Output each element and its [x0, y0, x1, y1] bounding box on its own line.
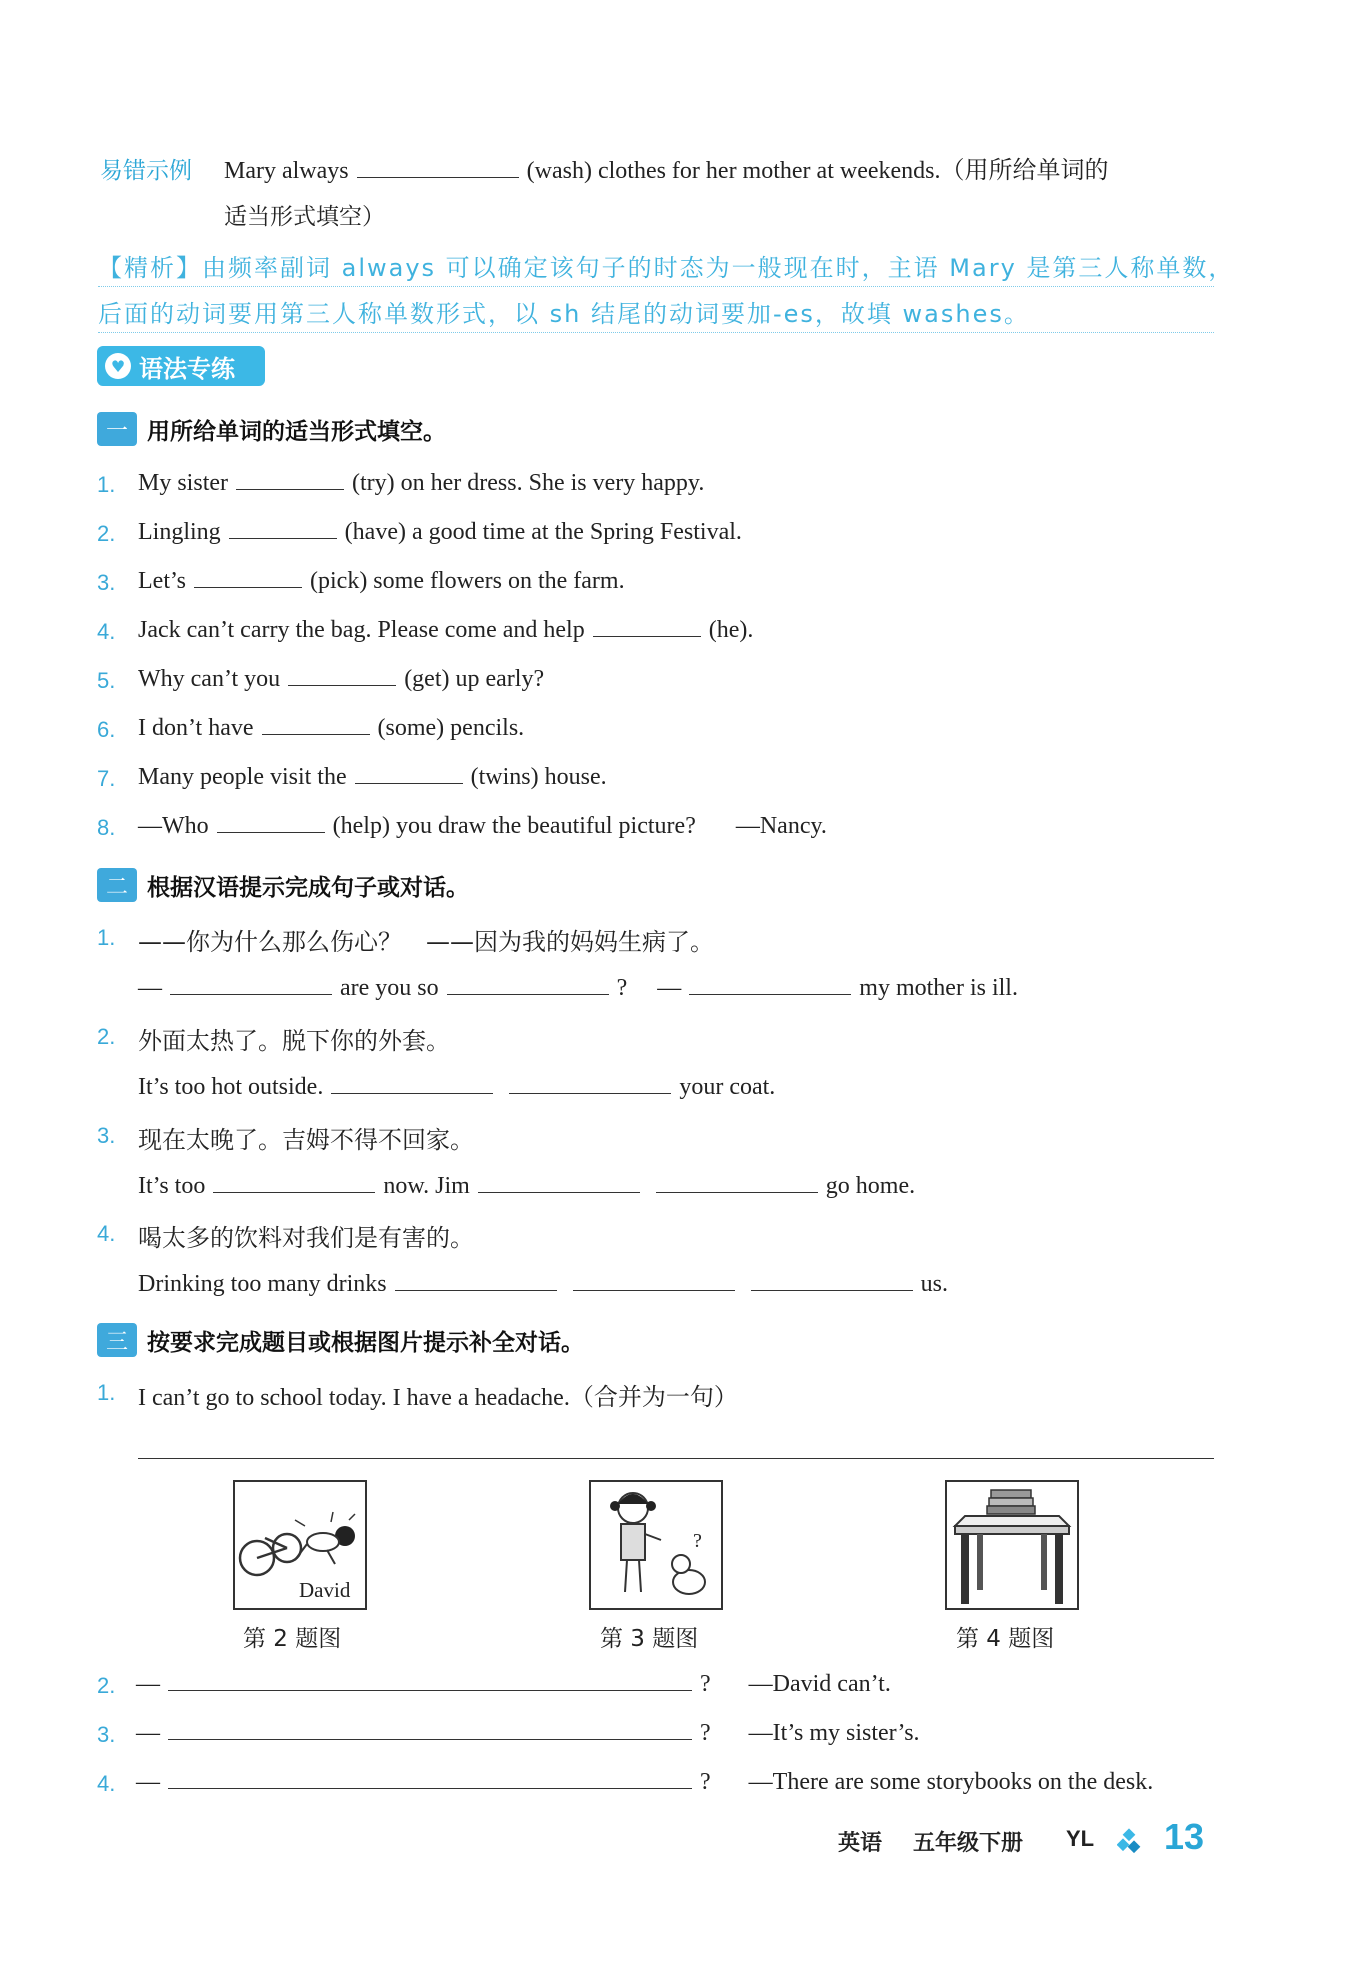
s1-item-after: (try) on her dress. She is very happy. [352, 470, 705, 496]
text: It’s too [138, 1173, 206, 1199]
text: Drinking too many drinks [138, 1271, 387, 1297]
dash: — [136, 1769, 160, 1795]
s3-dialog-reply: —David can’t. [748, 1671, 891, 1697]
s1-item-number: 4. [97, 619, 116, 644]
page-number: 13 [1164, 1816, 1205, 1857]
s3-dialog-number: 4. [97, 1771, 116, 1796]
s2-item1-english [138, 974, 1018, 1002]
answer-blank[interactable] [288, 665, 396, 686]
grammar-tag-label: 语法专练 [139, 354, 235, 383]
analysis-line2: 后面的动词要用第三人称单数形式，以 sh 结尾的动词要加-es，故填 washes。 [98, 300, 1030, 328]
section2-number: 二 [97, 868, 137, 902]
picture-caption-3: 第 3 题图 [600, 1626, 699, 1652]
s1-item-after: (pick) some flowers on the farm. [310, 568, 625, 594]
s2-item2-number: 2. [97, 1024, 116, 1049]
dash: — [657, 975, 682, 1001]
answer-line[interactable] [138, 1458, 1214, 1459]
s3-dialog-row [136, 1768, 1153, 1796]
s1-item-before: Jack can’t carry the bag. Please come and help [138, 617, 585, 643]
s3-dialog-reply: —There are some storybooks on the desk. [748, 1769, 1154, 1795]
s1-item-number: 2. [97, 521, 116, 546]
picture-label-david: David [299, 1578, 351, 1602]
footer-grade: 五年级下册 [913, 1831, 1024, 1856]
analysis-line1: 【精析】由频率副词 always 可以确定该句子的时态为一般现在时，主语 Mary 是第三人称单数， [98, 254, 1235, 282]
picture-girl-dog [589, 1480, 723, 1610]
dotted-divider [98, 332, 1214, 333]
s1-item-after: (get) up early? [404, 666, 545, 692]
text: are you so [340, 975, 439, 1001]
s3-dialog-reply: —It’s my sister’s. [748, 1720, 920, 1746]
s1-item-row [138, 469, 704, 497]
section2-heading: 根据汉语提示完成句子或对话。 [147, 874, 469, 901]
grammar-practice-tag [97, 346, 265, 386]
s1-item-reply: —Nancy. [735, 813, 827, 839]
s2-item4-chinese: 喝太多的饮料对我们是有害的。 [138, 1224, 474, 1252]
answer-blank[interactable] [194, 567, 302, 588]
s2-item1-number: 1. [97, 925, 116, 950]
footer-edition: YL [1066, 1826, 1095, 1851]
error-sentence-line2: 适当形式填空） [224, 204, 385, 230]
diamond-icon [1117, 1828, 1145, 1856]
picture-caption-2: 第 2 题图 [243, 1626, 342, 1652]
s2-item3-chinese: 现在太晚了。吉姆不得不回家。 [138, 1126, 474, 1154]
s1-item-row [138, 812, 827, 840]
s1-item-before: —Who [138, 813, 209, 839]
answer-blank[interactable] [331, 1073, 493, 1094]
picture-question-mark: ? [693, 1530, 702, 1552]
s3-dialog-number: 3. [97, 1722, 116, 1747]
s1-item-number: 6. [97, 717, 116, 742]
picture-david-bike [233, 1480, 367, 1610]
answer-blank[interactable] [236, 469, 344, 490]
text: go home. [825, 1173, 916, 1199]
picture-books-desk [945, 1480, 1079, 1610]
answer-blank[interactable] [395, 1270, 557, 1291]
text: ? [616, 975, 628, 1001]
section3-number: 三 [97, 1323, 137, 1357]
s1-item-number: 5. [97, 668, 116, 693]
s2-item2-english [138, 1073, 775, 1101]
text: It’s too hot outside. [138, 1074, 324, 1100]
text: now. Jim [383, 1173, 470, 1199]
answer-blank[interactable] [168, 1719, 692, 1740]
s1-item-before: My sister [138, 470, 228, 496]
s3-item1-text: I can’t go to school today. I have a headache.（合并为一句） [138, 1385, 738, 1411]
s2-item3-english [138, 1172, 915, 1200]
answer-blank[interactable] [656, 1172, 818, 1193]
section3-heading: 按要求完成题目或根据图片提示补全对话。 [147, 1329, 584, 1356]
answer-blank[interactable] [168, 1768, 692, 1789]
error-example-sentence [224, 150, 1109, 185]
error-example-blank[interactable] [357, 157, 519, 178]
text: your coat. [679, 1074, 776, 1100]
s1-item-after: (help) you draw the beautiful picture? [332, 813, 696, 839]
s1-item-before: I don’t have [138, 715, 254, 741]
answer-blank[interactable] [229, 518, 337, 539]
s3-dialog-row [136, 1719, 920, 1747]
answer-blank[interactable] [573, 1270, 735, 1291]
section1-heading: 用所给单词的适当形式填空。 [147, 418, 446, 445]
answer-blank[interactable] [170, 974, 332, 995]
s2-item3-number: 3. [97, 1123, 116, 1148]
s1-item-before: Lingling [138, 519, 221, 545]
dash: — [136, 1671, 160, 1697]
answer-blank[interactable] [751, 1270, 913, 1291]
dash: — [138, 975, 162, 1001]
question-mark: ? [700, 1671, 711, 1697]
s1-item-after: (have) a good time at the Spring Festival. [344, 519, 742, 545]
section1-title [97, 411, 446, 447]
s1-item-after: (he). [708, 617, 754, 643]
desk-books-icon [947, 1482, 1077, 1608]
s1-item-before: Many people visit the [138, 764, 347, 790]
picture-caption-4: 第 4 题图 [956, 1626, 1055, 1652]
s1-item-row [138, 763, 607, 791]
answer-blank[interactable] [593, 616, 701, 637]
s2-item2-chinese: 外面太热了。脱下你的外套。 [138, 1027, 450, 1055]
s1-item-number: 7. [97, 766, 116, 791]
s3-dialog-number: 2. [97, 1673, 116, 1698]
s1-item-row [138, 567, 625, 595]
s1-item-row [138, 714, 524, 742]
answer-blank[interactable] [262, 714, 370, 735]
s3-dialog-row [136, 1670, 891, 1698]
answer-blank[interactable] [509, 1073, 671, 1094]
answer-blank[interactable] [447, 974, 609, 995]
answer-blank[interactable] [355, 763, 463, 784]
answer-blank[interactable] [478, 1172, 640, 1193]
section2-title [97, 867, 469, 903]
dash: — [136, 1720, 160, 1746]
s1-item-before: Why can’t you [138, 666, 281, 692]
error-sentence-end: (wash) clothes for her mother at weekends.（用所给单词的 [526, 158, 1109, 184]
s3-item1-number: 1. [97, 1380, 116, 1405]
text: my mother is ill. [859, 975, 1018, 1001]
s1-item-number: 8. [97, 815, 116, 840]
s1-item-before: Let’s [138, 568, 186, 594]
s1-item-row [138, 665, 544, 693]
s2-item1-chinese: ——你为什么那么伤心？ ——因为我的妈妈生病了。 [138, 928, 714, 956]
s1-item-number: 3. [97, 570, 116, 595]
section3-title [97, 1322, 584, 1358]
answer-blank[interactable] [168, 1670, 692, 1691]
s2-item4-english [138, 1270, 948, 1298]
s2-item4-number: 4. [97, 1221, 116, 1246]
answer-blank[interactable] [689, 974, 851, 995]
section1-number: 一 [97, 412, 137, 446]
s1-item-row [138, 518, 742, 546]
footer-subject: 英语 [838, 1831, 883, 1856]
s1-item-after: (twins) house. [470, 764, 607, 790]
question-mark: ? [700, 1720, 711, 1746]
question-mark: ? [700, 1769, 711, 1795]
s1-item-after: (some) pencils. [377, 715, 525, 741]
heart-icon: ♥ [105, 353, 131, 379]
answer-blank[interactable] [213, 1172, 375, 1193]
text: us. [920, 1271, 948, 1297]
dotted-divider [98, 286, 1214, 287]
s1-item-row [138, 616, 753, 644]
answer-blank[interactable] [217, 812, 325, 833]
error-sentence-start: Mary always [224, 158, 349, 184]
error-example-label: 易错示例 [100, 158, 192, 184]
s1-item-number: 1. [97, 472, 116, 497]
